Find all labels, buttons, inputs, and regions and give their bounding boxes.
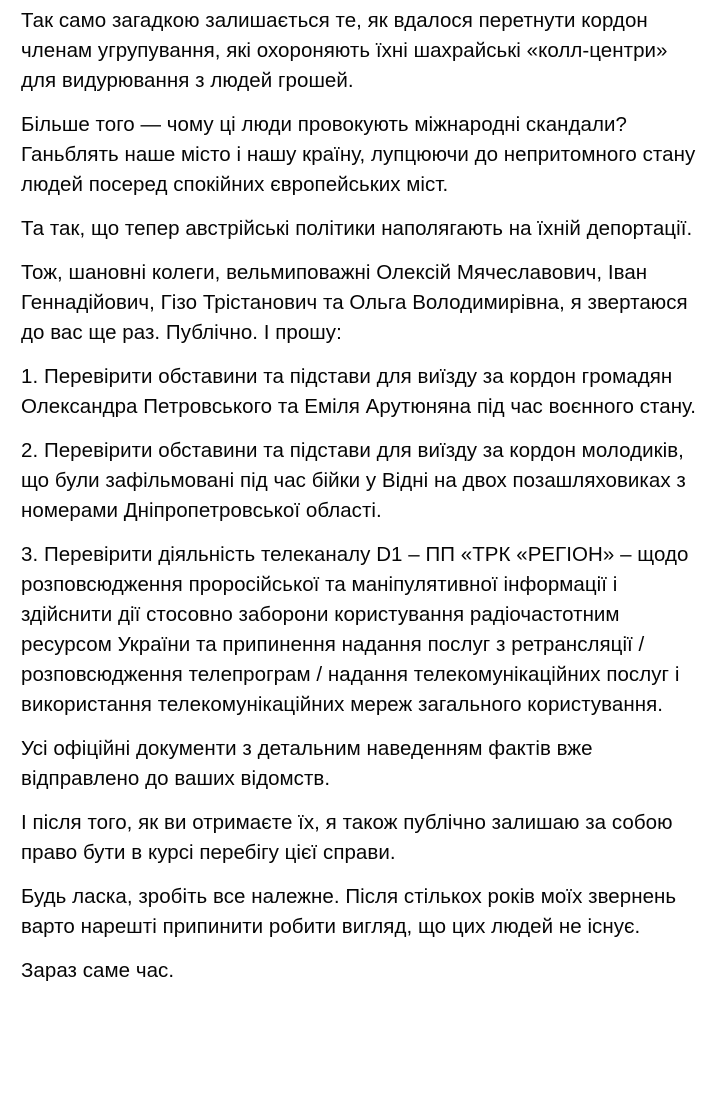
post-paragraph-5: Усі офіційні документи з детальним наведенням фактів вже відправлено до ваших відомств. — [21, 737, 593, 790]
post-paragraph-7: Будь ласка, зробіть все належне. Після стількох років моїх звернень варто нарешті припинити робити вигляд, що цих людей не існує. — [21, 885, 677, 938]
post-paragraph-2: Більше того — чому ці люди провокують міжнародні скандали? Ганьблять наше місто і нашу країну, лупцюючи до непритомного стану людей посеред спокійних європейських міст. — [21, 113, 696, 196]
post-paragraph-3: Та так, що тепер австрійські політики наполягають на їхній депортації. — [21, 217, 693, 240]
post-list-item-1: 1. Перевірити обставини та підстави для виїзду за кордон громадян Олександра Петровського та Еміля Арутюняна під час воєнного стану. — [21, 365, 697, 418]
post-body — [21, 0, 697, 1000]
post-paragraph-4: Тож, шановні колеги, вельмиповажні Олексій Мячеславович, Іван Геннадійович, Гізо Трістанович та Ольга Володимирівна, я звертаюся до вас ще раз. Публічно. І прошу: — [21, 261, 688, 344]
post-list-item-2: 2. Перевірити обставини та підстави для виїзду за кордон молодиків, що були зафільмовані під час бійки у Відні на двох позашляховиках з номерами Дніпропетровської області. — [21, 439, 686, 522]
post-paragraph-6: І після того, як ви отримаєте їх, я також публічно залишаю за собою право бути в курсі перебігу цієї справи. — [21, 811, 673, 864]
post-paragraph-1: Так само загадкою залишається те, як вдалося перетнути кордон членам угрупування, які охороняють їхні шахрайські «колл-центри» для видурювання з людей грошей. — [21, 9, 668, 92]
post-list-item-3: 3. Перевірити діяльність телеканалу D1 – ПП «ТРК «РЕГІОН» – щодо розповсюдження проросійської та маніпулятивної інформації і здійснити дії стосовно заборони користування радіочастотним ресурсом України та припинення надання послуг з ретрансляції / розповсюдження телепрограм / надання телекомунікаційних послуг і використання телекомунікаційних мереж загального користування. — [21, 543, 689, 716]
post-paragraph-8: Зараз саме час. — [21, 959, 175, 982]
